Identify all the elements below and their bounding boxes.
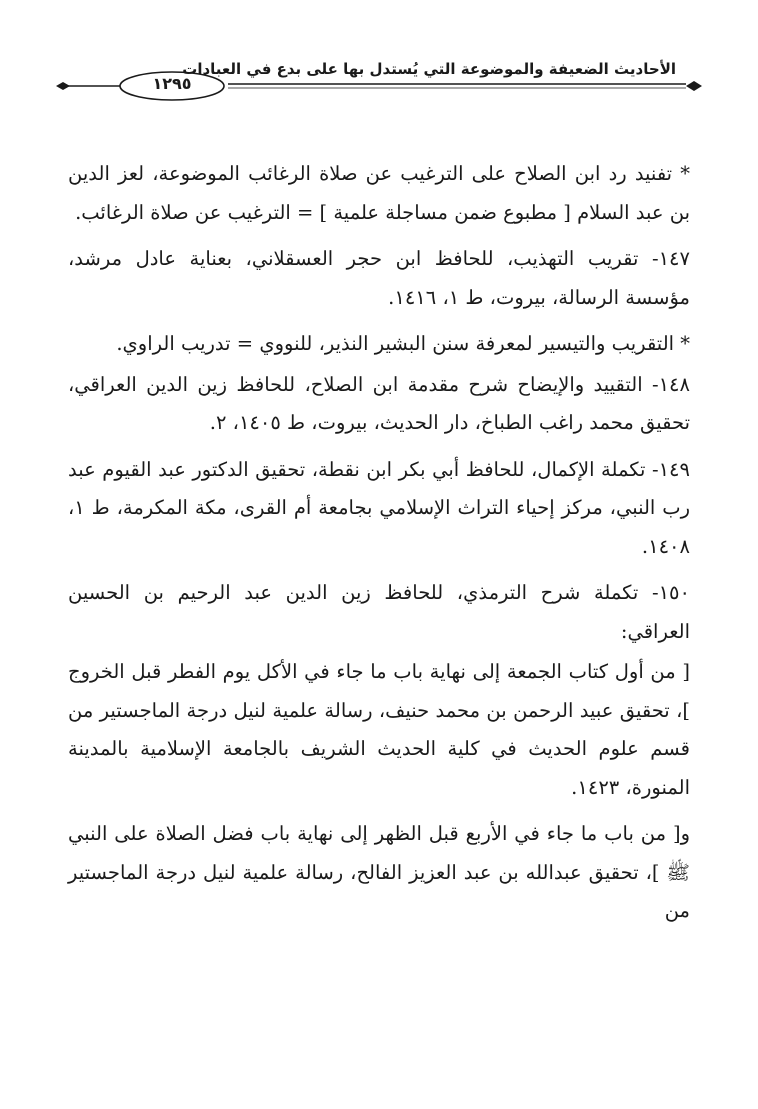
paragraph-tafnid: * تفنيد رد ابن الصلاح على الترغيب عن صلاة الرغائب الموضوعة، لعز الدين بن عبد السلام [ مطبوع ضمن مساجلة علمية ] = الترغيب عن صلاة الرغائب.	[68, 162, 690, 224]
paragraph-148: ١٤٨- التقييد والإيضاح شرح مقدمة ابن الصلاح، للحافظ زين الدين العراقي، تحقيق محمد راغب الطباخ، دار الحديث، بيروت، ط ١٤٠٥، ٢.	[68, 372, 690, 434]
paragraph-147: ١٤٧- تقريب التهذيب، للحافظ ابن حجر العسقلاني، بعناية عادل مرشد، مؤسسة الرسالة، بيروت، ط ١، ١٤١٦.	[68, 247, 690, 309]
running-title: الأحاديث الضعيفة والموضوعة التي يُستدل بها على بدع في العبادات	[182, 60, 676, 78]
header-rule-ornament	[0, 0, 758, 110]
page-body	[68, 155, 690, 939]
paragraph-taqrib-wattaysir: * التقريب والتيسير لمعرفة سنن البشير النذير، للنووي = تدريب الراوي.	[116, 332, 690, 355]
paragraph-149: ١٤٩- تكملة الإكمال، للحافظ أبي بكر ابن نقطة، تحقيق الدكتور عبد القيوم عبد رب النبي، مركز إحياء التراث الإسلامي بجامعة أم القرى، مكة المكرمة، ط ١، ١٤٠٨.	[68, 457, 690, 558]
page-number: ١٢٩٥	[152, 74, 192, 93]
page-header	[0, 0, 758, 110]
paragraph-150-part-two: و[ من باب ما جاء في الأربع قبل الظهر إلى نهاية باب فضل الصلاة على النبي ﷺ ]، تحقيق عبدالله بن عبد العزيز الفالح، رسالة علمية لنيل درجة الماجستير من	[68, 822, 690, 922]
paragraph-150-part-one: [ من أول كتاب الجمعة إلى نهاية باب ما جاء في الأكل يوم الفطر قبل الخروج ]، تحقيق عبيد الرحمن بن محمد حنيف، رسالة علمية لنيل درجة الماجستير من قسم علوم الحديث في كلية الحديث الشريف بالجامعة الإسلامية بالمدينة المنورة، ١٤٢٣.	[68, 660, 690, 799]
paragraph-150: ١٥٠- تكملة شرح الترمذي، للحافظ زين الدين عبد الرحيم بن الحسين العراقي:	[68, 581, 690, 643]
